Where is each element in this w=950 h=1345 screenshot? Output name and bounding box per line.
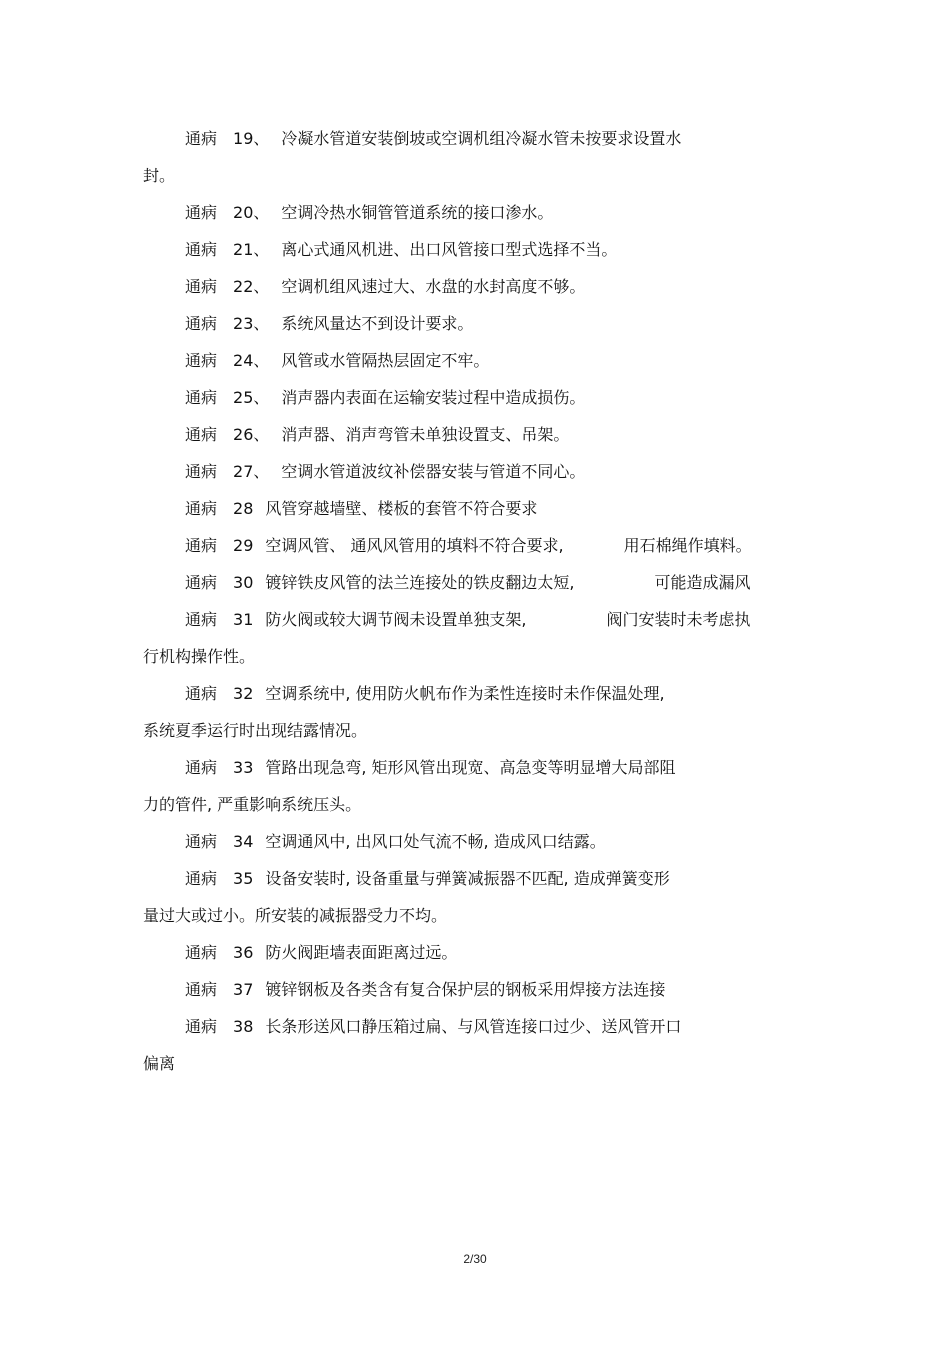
item-number: 38 (233, 1017, 254, 1036)
list-item (143, 231, 803, 268)
item-prefix: 通病 (185, 610, 218, 629)
item-text-tail: 可能造成漏风 (654, 573, 751, 592)
item-prefix: 通病 (185, 758, 218, 777)
list-item (143, 527, 803, 564)
item-prefix: 通病 (185, 943, 218, 962)
item-number: 24、 (233, 351, 270, 370)
item-prefix: 通病 (185, 351, 218, 370)
list-item (143, 342, 803, 379)
list-item (143, 120, 803, 157)
item-text-tail: 用石棉绳作填料。 (623, 536, 752, 555)
item-prefix: 通病 (185, 314, 218, 333)
list-item (143, 601, 803, 638)
item-text: 系统风量达不到设计要求。 (281, 314, 474, 333)
item-number: 36 (233, 943, 254, 962)
list-item-continuation: 量过大或过小。所安装的减振器受力不均。 (143, 906, 448, 925)
item-number: 28 (233, 499, 254, 518)
item-text-tail: 阀门安装时未考虑执 (606, 610, 751, 629)
item-prefix: 通病 (185, 203, 218, 222)
item-prefix: 通病 (185, 536, 218, 555)
list-item (143, 453, 803, 490)
item-text: 空调冷热水铜管管道系统的接口渗水。 (281, 203, 554, 222)
list-item (143, 860, 803, 897)
list-item (143, 268, 803, 305)
item-text: 防火阀距墙表面距离过远。 (265, 943, 458, 962)
item-prefix: 通病 (185, 129, 218, 148)
list-item (143, 564, 803, 601)
list-item (143, 305, 803, 342)
list-item (143, 194, 803, 231)
item-number: 29 (233, 536, 254, 555)
item-text: 离心式通风机进、出口风管接口型式选择不当。 (281, 240, 618, 259)
item-prefix: 通病 (185, 980, 218, 999)
item-prefix: 通病 (185, 388, 218, 407)
item-text: 消声器内表面在运输安装过程中造成损伤。 (281, 388, 586, 407)
item-number: 21、 (233, 240, 270, 259)
item-text: 镀锌钢板及各类含有复合保护层的钢板采用焊接方法连接 (265, 980, 666, 999)
item-number: 26、 (233, 425, 270, 444)
item-number: 22、 (233, 277, 270, 296)
item-number: 35 (233, 869, 254, 888)
item-prefix: 通病 (185, 573, 218, 592)
item-prefix: 通病 (185, 499, 218, 518)
item-text: 镀锌铁皮风管的法兰连接处的铁皮翻边太短, (265, 573, 575, 592)
item-number: 33 (233, 758, 254, 777)
list-item (143, 823, 803, 860)
list-item-continuation: 力的管件, 严重影响系统压头。 (143, 795, 362, 814)
item-number: 25、 (233, 388, 270, 407)
list-item-continuation: 封。 (143, 166, 176, 185)
list-item (143, 675, 803, 712)
item-prefix: 通病 (185, 277, 218, 296)
item-prefix: 通病 (185, 240, 218, 259)
item-prefix: 通病 (185, 684, 218, 703)
item-number: 19、 (233, 129, 270, 148)
list-item (143, 1008, 803, 1045)
list-item-continuation: 系统夏季运行时出现结露情况。 (143, 721, 368, 740)
item-number: 27、 (233, 462, 270, 481)
item-text: 空调系统中, 使用防火帆布作为柔性连接时未作保温处理, (265, 684, 665, 703)
item-number: 32 (233, 684, 254, 703)
item-text: 冷凝水管道安装倒坡或空调机组冷凝水管未按要求设置水 (281, 129, 682, 148)
list-item-continuation: 偏离 (143, 1054, 176, 1073)
list-item (143, 971, 803, 1008)
item-text: 防火阀或较大调节阀未设置单独支架, (265, 610, 527, 629)
item-text: 长条形送风口静压箱过扁、与风管连接口过少、送风管开口 (265, 1017, 682, 1036)
item-text: 空调通风中, 出风口处气流不畅, 造成风口结露。 (265, 832, 606, 851)
item-text: 设备安装时, 设备重量与弹簧减振器不匹配, 造成弹簧变形 (265, 869, 670, 888)
item-text: 空调风管、 通风风管用的填料不符合要求, (265, 536, 564, 555)
item-number: 31 (233, 610, 254, 629)
item-prefix: 通病 (185, 462, 218, 481)
item-text: 风管或水管隔热层固定不牢。 (281, 351, 490, 370)
item-number: 37 (233, 980, 254, 999)
item-text: 消声器、消声弯管未单独设置支、吊架。 (281, 425, 570, 444)
item-prefix: 通病 (185, 832, 218, 851)
list-item-continuation: 行机构操作性。 (143, 647, 256, 666)
list-item (143, 416, 803, 453)
item-text: 空调机组风速过大、水盘的水封高度不够。 (281, 277, 586, 296)
item-prefix: 通病 (185, 425, 218, 444)
list-item (143, 934, 803, 971)
item-number: 23、 (233, 314, 270, 333)
item-number: 30 (233, 573, 254, 592)
item-number: 34 (233, 832, 254, 851)
list-item (143, 379, 803, 416)
item-text: 风管穿越墙壁、楼板的套管不符合要求 (265, 499, 538, 518)
item-text: 空调水管道波纹补偿器安装与管道不同心。 (281, 462, 586, 481)
list-item (143, 749, 803, 786)
item-prefix: 通病 (185, 869, 218, 888)
list-item (143, 490, 803, 527)
item-prefix: 通病 (185, 1017, 218, 1036)
item-number: 20、 (233, 203, 270, 222)
page-number: 2/30 (463, 1252, 487, 1266)
document-body (143, 120, 803, 1082)
item-text: 管路出现急弯, 矩形风管出现宽、高急变等明显增大局部阻 (265, 758, 676, 777)
